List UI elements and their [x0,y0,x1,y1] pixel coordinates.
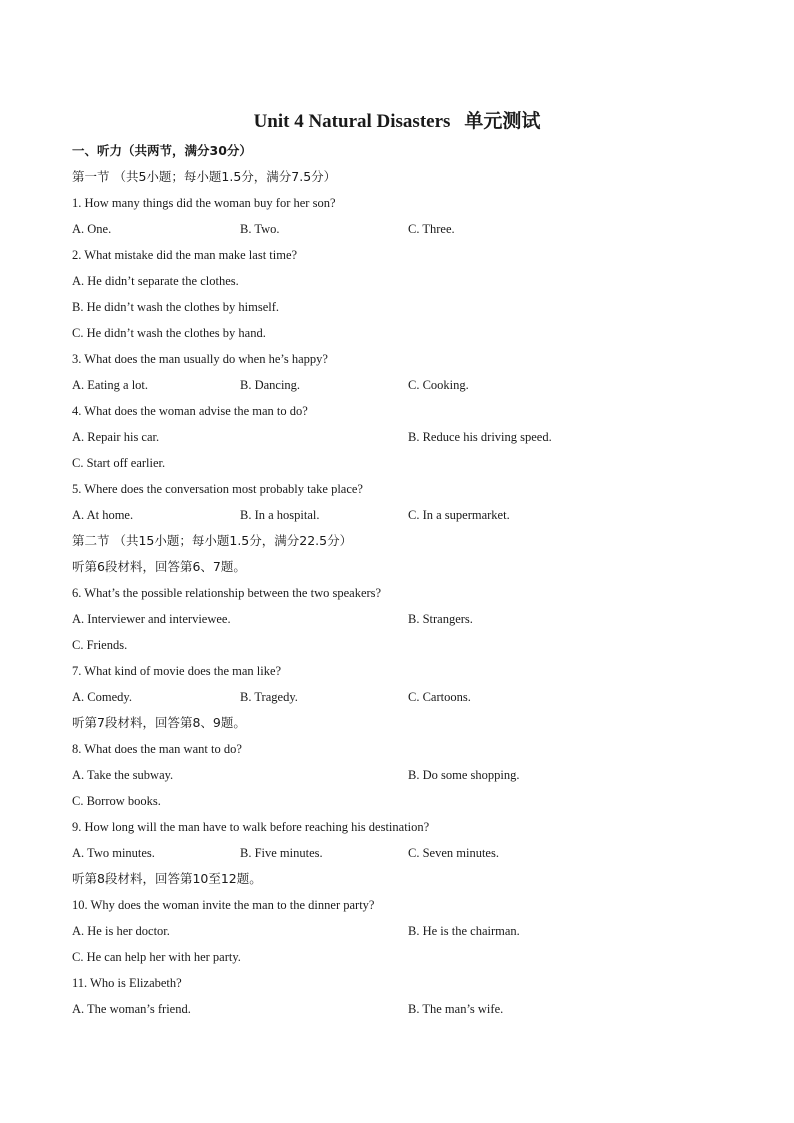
q3-option-b: B. Dancing. [240,378,301,392]
q1-option-b: B. Two. [240,222,280,236]
q9-option-b: B. Five minutes. [240,846,323,860]
q3-option-c: C. Cooking. [408,378,469,392]
question-1: 1. How many things did the woman buy for her son? [72,196,336,210]
q9-option-c: C. Seven minutes. [408,846,499,860]
q6-option-c: C. Friends. [72,638,128,652]
q2-option-c: C. He didn’t wash the clothes by hand. [72,326,266,340]
question-11: 11. Who is Elizabeth? [72,976,182,990]
q8-option-c: C. Borrow books. [72,794,161,808]
q4-option-c: C. Start off earlier. [72,456,166,470]
question-4: 4. What does the woman advise the man to do? [72,404,308,418]
question-9: 9. How long will the man have to walk before reaching his destination? [72,820,430,834]
section-heading: 一、听力（共两节，满分30分） [72,143,252,158]
material-7-instruction: 听第7段材料，回答第8、9题。 [72,715,246,730]
part1-heading: 第一节 （共5小题；每小题1.5分，满分7.5分） [72,169,337,184]
q4-option-b: B. Reduce his driving speed. [408,430,552,444]
material-6-instruction: 听第6段材料，回答第6、7题。 [72,559,246,574]
question-6: 6. What’s the possible relationship between the two speakers? [72,586,382,600]
q5-option-c: C. In a supermarket. [408,508,510,522]
question-3: 3. What does the man usually do when he’s happy? [72,352,328,366]
q9-option-a: A. Two minutes. [72,846,155,860]
q5-option-a: A. At home. [72,508,134,522]
q8-option-b: B. Do some shopping. [408,768,520,782]
q11-option-b: B. The man’s wife. [408,1002,504,1016]
q7-option-c: C. Cartoons. [408,690,471,704]
question-2: 2. What mistake did the man make last time? [72,248,298,262]
question-8: 8. What does the man want to do? [72,742,242,756]
title-chinese: 单元测试 [464,111,541,132]
q8-option-a: A. Take the subway. [72,768,174,782]
q3-option-a: A. Eating a lot. [72,378,149,392]
q1-option-a: A. One. [72,222,112,236]
q5-option-b: B. In a hospital. [240,508,320,522]
q6-option-a: A. Interviewer and interviewee. [72,612,231,626]
q7-option-a: A. Comedy. [72,690,132,704]
q4-option-a: A. Repair his car. [72,430,160,444]
q10-option-b: B. He is the chairman. [408,924,520,938]
q1-option-c: C. Three. [408,222,455,236]
question-7: 7. What kind of movie does the man like? [72,664,282,678]
question-5: 5. Where does the conversation most probably take place? [72,482,363,496]
title-english: Unit 4 Natural Disasters [253,111,451,132]
q10-option-c: C. He can help her with her party. [72,950,241,964]
question-10: 10. Why does the woman invite the man to the dinner party? [72,898,375,912]
q10-option-a: A. He is her doctor. [72,924,170,938]
part2-heading: 第二节 （共15小题；每小题1.5分，满分22.5分） [72,533,353,548]
q7-option-b: B. Tragedy. [240,690,298,704]
q11-option-a: A. The woman’s friend. [72,1002,191,1016]
page-title [0,106,794,133]
q2-option-a: A. He didn’t separate the clothes. [72,274,239,288]
q2-option-b: B. He didn’t wash the clothes by himself. [72,300,280,314]
material-8-instruction: 听第8段材料，回答第10至12题。 [72,871,262,886]
q6-option-b: B. Strangers. [408,612,473,626]
